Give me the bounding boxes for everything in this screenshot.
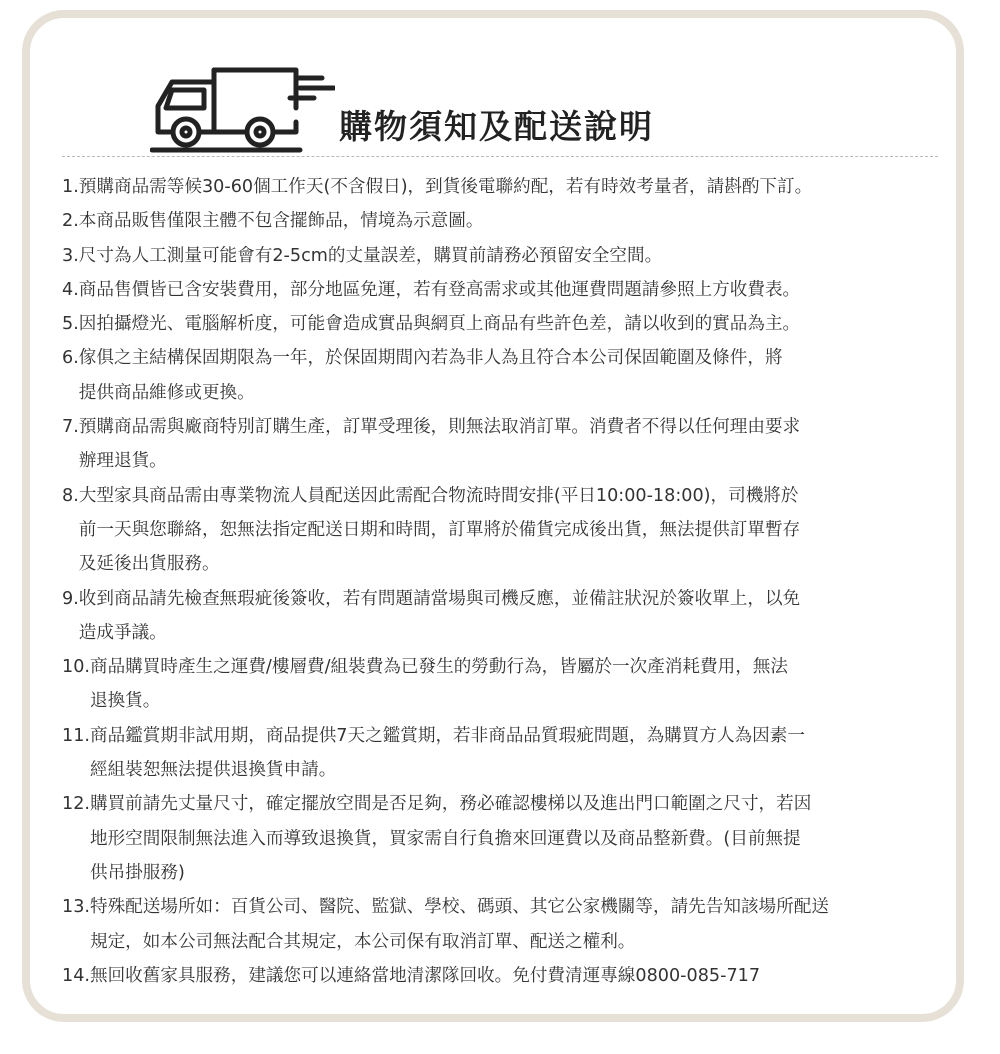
note-item [62, 273, 932, 307]
note-number: 6. [62, 348, 79, 369]
note-number: 1. [62, 177, 79, 197]
page-title: 購物須知及配送說明 [339, 107, 654, 146]
note-line: 提供商品維修或更換。 [78, 382, 255, 403]
note-line: 大型家具商品需由專業物流人員配送因此需配合物流時間安排(平日10:00-18:00)，司機將於 [78, 485, 799, 506]
note-text [79, 170, 812, 204]
note-line: 前一天與您聯絡，恕無法指定配送日期和時間，訂單將於備貨完成後出貨，無法提供訂單暫存 [78, 519, 801, 540]
note-line: 因拍攝燈光、電腦解析度，可能會造成實品與網頁上商品有些許色差，請以收到的實品為主。 [78, 314, 801, 335]
note-text [90, 787, 811, 890]
note-item [62, 890, 932, 959]
note-item [62, 204, 932, 238]
note-line: 退換貨。 [89, 691, 161, 712]
note-line: 及延後出貨服務。 [78, 554, 220, 575]
header [150, 62, 654, 154]
note-item [62, 341, 932, 410]
note-item [62, 307, 932, 341]
dashed-divider [62, 156, 938, 157]
note-line: 商品購買時產生之運費/樓層費/組裝費為已發生的勞動行為，皆屬於一次產消耗費用，無法 [89, 657, 788, 678]
delivery-truck-icon [150, 62, 335, 154]
note-text [90, 719, 805, 788]
note-number: 12. [62, 794, 90, 815]
note-number: 13. [62, 897, 90, 918]
note-number: 5. [62, 314, 79, 335]
note-text [79, 341, 783, 410]
note-line: 規定，如本公司無法配合其規定，本公司保有取消訂單、配送之權利。 [89, 931, 636, 952]
note-text [90, 959, 760, 993]
note-number: 9. [62, 588, 79, 609]
note-line: 本商品販售僅限主體不包含擺飾品，情境為示意圖。 [78, 211, 484, 232]
note-line: 預購商品需與廠商特別訂購生產，訂單受理後，則無法取消訂單。消費者不得以任何理由要求 [78, 417, 801, 438]
note-item [62, 239, 932, 273]
note-line: 經組裝恕無法提供退換貨申請。 [89, 760, 337, 781]
note-number: 11. [62, 725, 90, 746]
note-text [79, 204, 484, 238]
note-number: 2. [62, 211, 79, 232]
note-text [79, 582, 800, 651]
note-text [79, 239, 662, 273]
note-line: 造成爭議。 [78, 622, 167, 643]
note-item [62, 959, 932, 993]
note-line: 地形空間限制無法進入而導致退換貨，買家需自行負擔來回運費以及商品整新費。(目前無提 [89, 828, 801, 849]
note-number: 3. [62, 245, 79, 266]
note-text [79, 479, 800, 582]
note-item [62, 479, 932, 582]
note-line: 無回收舊家具服務，建議您可以連絡當地清潔隊回收。免付費清運專線0800-085-717 [89, 965, 761, 986]
note-line: 尺寸為人工測量可能會有2-5cm的丈量誤差，購買前請務必預留安全空間。 [78, 245, 663, 266]
note-number: 4. [62, 279, 79, 300]
note-text [90, 890, 829, 959]
note-line: 商品售價皆已含安裝費用，部分地區免運，若有登高需求或其他運費問題請參照上方收費表。 [78, 279, 801, 300]
note-text [90, 650, 788, 719]
note-number: 14. [62, 965, 90, 986]
note-item [62, 170, 932, 204]
note-line: 購買前請先丈量尺寸，確定擺放空間是否足夠，務必確認樓梯以及進出門口範圍之尺寸，若因 [89, 794, 812, 815]
note-item [62, 787, 932, 890]
note-text [79, 410, 800, 479]
note-item [62, 650, 932, 719]
note-item [62, 719, 932, 788]
note-line: 特殊配送場所如：百貨公司、醫院、監獄、學校、碼頭、其它公家機關等，請先告知該場所配送 [89, 897, 829, 918]
note-line: 收到商品請先檢查無瑕疵後簽收，若有問題請當場與司機反應，並備註狀況於簽收單上，以免 [78, 588, 801, 609]
note-number: 7. [62, 417, 79, 438]
note-item [62, 582, 932, 651]
note-line: 辦理退貨。 [78, 451, 167, 472]
note-text [79, 273, 800, 307]
note-line: 商品鑑賞期非試用期，商品提供7天之鑑賞期，若非商品品質瑕疵問題，為購買方人為因素一 [89, 725, 805, 746]
note-line: 供吊掛服務) [89, 862, 185, 883]
note-number: 10. [62, 657, 90, 678]
note-item [62, 410, 932, 479]
notes-list [62, 170, 932, 993]
note-text [79, 307, 800, 341]
note-line: 傢俱之主結構保固期限為一年，於保固期間內若為非人為且符合本公司保固範圍及條件，將 [78, 348, 783, 369]
note-line: 預購商品需等候30-60個工作天(不含假日)，到貨後電聯約配，若有時效考量者，請斟酌下訂。 [78, 177, 813, 197]
note-number: 8. [62, 485, 79, 506]
